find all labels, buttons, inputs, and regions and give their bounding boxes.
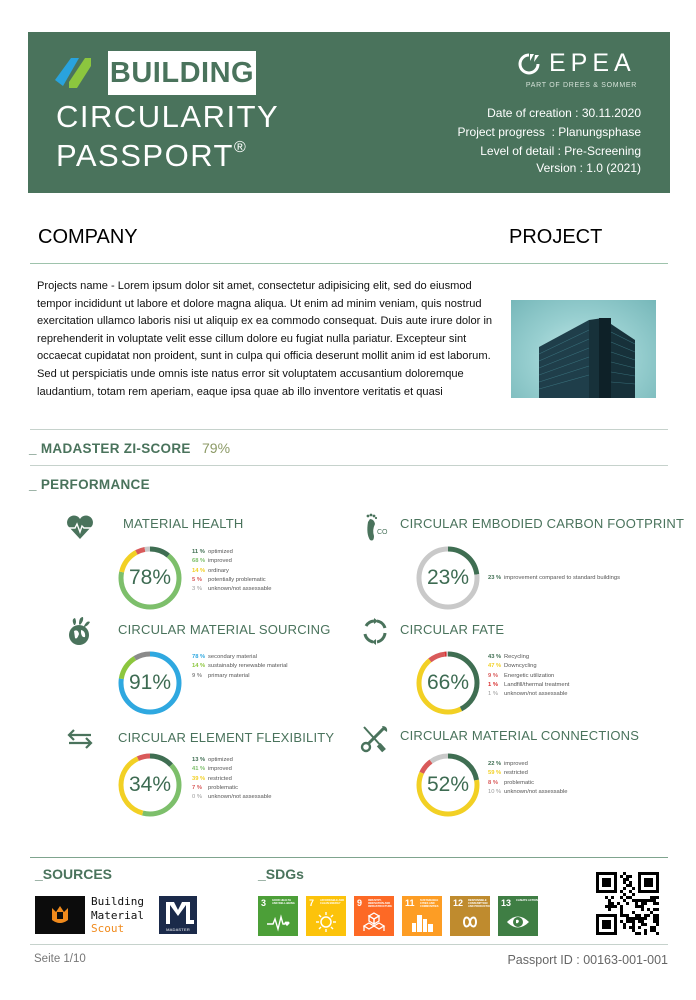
legend-label: sustainably renewable material bbox=[208, 663, 288, 670]
sdgs-heading: _SDGs bbox=[258, 866, 304, 882]
metric-title: CIRCULAR MATERIAL CONNECTIONS bbox=[400, 728, 640, 743]
metric-value: 66% bbox=[426, 671, 470, 694]
legend-percent: 59 % bbox=[488, 770, 502, 777]
bms-line-1: Building bbox=[91, 895, 144, 908]
sdg-label: AFFORDABLE AND CLEAN ENERGY bbox=[320, 899, 345, 905]
building-material-scout-logo bbox=[35, 896, 85, 934]
meta-date: Date of creation : 30.11.2020 bbox=[487, 106, 641, 120]
legend-item bbox=[192, 672, 288, 681]
meta-detail: Level of detail : Pre-Screening bbox=[480, 144, 641, 158]
project-photo bbox=[511, 300, 656, 398]
metric-legend bbox=[192, 548, 272, 594]
building-illustration bbox=[511, 300, 656, 398]
building-logo-word: BUILDING bbox=[109, 57, 255, 89]
sun-icon bbox=[314, 911, 338, 933]
legend-item bbox=[488, 769, 568, 778]
legend-percent: 43 % bbox=[488, 654, 502, 660]
metric-legend bbox=[488, 760, 568, 797]
madaster-zi-score-heading: _ MADASTER ZI-SCORE bbox=[29, 441, 191, 456]
madaster-zi-score-value: 79% bbox=[202, 440, 231, 456]
metric-legend bbox=[192, 756, 272, 802]
legend-percent: 7 % bbox=[192, 784, 202, 791]
legend-item bbox=[488, 760, 568, 769]
metric-legend bbox=[488, 574, 620, 583]
legend-percent: 47 % bbox=[488, 663, 502, 670]
legend-item bbox=[192, 567, 272, 576]
divider bbox=[30, 944, 668, 945]
legend-percent: 5 % bbox=[192, 576, 202, 583]
legend-percent: 22 % bbox=[488, 761, 502, 767]
sdg-tile-3 bbox=[258, 896, 298, 936]
company-heading: COMPANY bbox=[38, 226, 138, 248]
title-line-2 bbox=[56, 138, 247, 174]
legend-percent: 14 % bbox=[192, 663, 206, 670]
footprint-co2-icon bbox=[360, 512, 390, 542]
sdg-label: CLIMATE ACTION bbox=[516, 899, 538, 902]
sdg-number: 7 bbox=[309, 898, 315, 908]
building-logo-icon bbox=[55, 52, 101, 94]
project-description: Projects name - Lorem ipsum dolor sit amet, consectetur adipisicing elit, sed do eiusmod tempor incididunt ut labore et dolore magna aliqua. Ut enim ad minim veniam, quis nostrud exercitation ullamco laboris nisi ut aliquip ex ea commodo consequat. Duis aute irure dolor in reprehenderit in voluptate velit esse cillum dolore eu fugiat nulla pariatur. Excepteur sint occaecat cupidatat non proident, sunt in culpa qui officia deserunt mollit anim id est laborum. Sed ut perspiciatis unde omnis iste natus error sit voluptatem accusantium doloremque laudantium, totam rem aperiam, eaque ipsa quae ab illo inventore veritatis et quasi bbox=[37, 280, 493, 398]
sdg-number: 11 bbox=[405, 898, 415, 908]
legend-label: unknown/not assessable bbox=[208, 586, 272, 593]
sdg-label: GOOD HEALTH AND WELL-BEING bbox=[272, 899, 295, 905]
sdg-tile-7 bbox=[306, 896, 346, 936]
sdg-number: 3 bbox=[261, 898, 267, 908]
metric-title: CIRCULAR FATE bbox=[400, 622, 505, 637]
legend-percent: 3 % bbox=[192, 586, 202, 593]
sdg-number: 9 bbox=[357, 898, 363, 908]
legend-item bbox=[192, 653, 288, 662]
building-material-scout-wordmark bbox=[91, 895, 144, 936]
legend-label: improved bbox=[504, 761, 528, 767]
title-line-1: CIRCULARITY bbox=[56, 99, 280, 134]
legend-item bbox=[488, 681, 569, 690]
metric-title: CIRCULAR ELEMENT FLEXIBILITY bbox=[118, 730, 335, 745]
legend-label: optimized bbox=[208, 757, 233, 763]
page-number: Seite 1/10 bbox=[34, 953, 86, 965]
bms-line-2: Material bbox=[91, 908, 144, 922]
legend-percent: 1 % bbox=[488, 691, 498, 698]
legend-label: ordinary bbox=[208, 567, 229, 574]
eye-globe-icon bbox=[506, 911, 530, 933]
passport-meta bbox=[458, 104, 641, 178]
metric-legend bbox=[488, 653, 569, 699]
legend-label: improved bbox=[208, 766, 232, 773]
legend-item bbox=[192, 585, 272, 594]
legend-label: improved bbox=[208, 558, 232, 565]
metric-donut-chart bbox=[117, 752, 183, 818]
legend-label: unknown/not assessable bbox=[504, 788, 568, 795]
metric-title: MATERIAL HEALTH bbox=[123, 516, 244, 531]
legend-label: unknown/not assessable bbox=[208, 794, 272, 801]
legend-label: Recycling bbox=[504, 654, 530, 660]
metric-title: CIRCULAR MATERIAL SOURCING bbox=[118, 622, 331, 637]
legend-label: improvement compared to standard buildings bbox=[504, 575, 621, 581]
madaster-label: MADASTER bbox=[166, 927, 190, 932]
legend-label: secondary material bbox=[208, 654, 257, 660]
legend-percent: 9 % bbox=[488, 672, 498, 679]
recycle-arrows-icon bbox=[360, 616, 390, 646]
title-line-2-text: PASSPORT bbox=[56, 138, 234, 173]
header-banner bbox=[28, 32, 670, 193]
heartbeat-icon bbox=[266, 911, 290, 933]
legend-item bbox=[488, 690, 569, 699]
scout-crown-icon bbox=[35, 896, 85, 934]
legend-percent: 13 % bbox=[192, 757, 206, 763]
heart-pulse-icon bbox=[65, 512, 95, 542]
metric-value: 78% bbox=[128, 566, 172, 589]
legend-label: Energetic utilization bbox=[504, 672, 555, 679]
legend-item bbox=[488, 574, 620, 583]
globe-leaves-icon bbox=[65, 616, 95, 646]
metric-donut-chart bbox=[415, 545, 481, 611]
metric-legend bbox=[192, 653, 288, 681]
metric-donut-chart bbox=[415, 650, 481, 716]
project-heading: PROJECT bbox=[509, 226, 603, 248]
legend-item bbox=[192, 662, 288, 671]
epea-wordmark: EPEA bbox=[549, 49, 636, 77]
svg-text:CO: CO bbox=[377, 529, 388, 536]
sdg-number: 12 bbox=[453, 898, 464, 908]
legend-percent: 9 % bbox=[192, 672, 202, 679]
divider bbox=[30, 465, 668, 466]
legend-label: problematic bbox=[504, 779, 534, 786]
divider bbox=[30, 429, 668, 430]
legend-label: optimized bbox=[208, 549, 233, 555]
metric-donut-chart bbox=[117, 650, 183, 716]
legend-label: restricted bbox=[208, 775, 232, 782]
legend-item bbox=[192, 793, 272, 802]
legend-percent: 8 % bbox=[488, 779, 498, 786]
madaster-logo bbox=[159, 896, 197, 934]
legend-percent: 14 % bbox=[192, 567, 206, 574]
city-icon bbox=[410, 911, 434, 933]
qr-code[interactable] bbox=[596, 872, 659, 935]
legend-item bbox=[192, 784, 272, 793]
bms-line-3: Scout bbox=[91, 922, 125, 935]
meta-progress: Project progress : Planungsphase bbox=[457, 125, 641, 139]
sources-heading: _SOURCES bbox=[35, 866, 113, 882]
legend-percent: 1 % bbox=[488, 681, 498, 688]
sdg-number: 13 bbox=[501, 898, 512, 908]
metric-value: 23% bbox=[426, 566, 470, 589]
epea-logo bbox=[517, 49, 637, 92]
legend-label: problematic bbox=[208, 784, 238, 791]
passport-id: Passport ID : 00163-001-001 bbox=[507, 953, 668, 967]
metric-value: 34% bbox=[128, 773, 172, 796]
metric-title: CIRCULAR EMBODIED CARBON FOOTPRINT bbox=[400, 516, 685, 531]
legend-label: potentially problematic bbox=[208, 576, 266, 583]
legend-percent: 41 % bbox=[192, 766, 206, 773]
legend-percent: 78 % bbox=[192, 654, 206, 660]
performance-heading: _ PERFORMANCE bbox=[29, 477, 150, 492]
legend-percent: 68 % bbox=[192, 558, 206, 565]
legend-item bbox=[192, 557, 272, 566]
legend-percent: 23 % bbox=[488, 575, 502, 581]
sdg-tile-13 bbox=[498, 896, 538, 936]
epea-swirl-icon bbox=[517, 52, 541, 76]
sdg-label: RESPONSIBLE CONSUMPTION AND PRODUCTION bbox=[468, 899, 492, 908]
legend-percent: 10 % bbox=[488, 788, 502, 795]
metric-value: 52% bbox=[426, 773, 470, 796]
legend-item bbox=[488, 788, 568, 797]
epea-subtitle: PART OF DREES & SOMMER bbox=[525, 82, 637, 89]
legend-label: Landfill/thermal treatment bbox=[504, 681, 570, 688]
meta-version: Version : 1.0 (2021) bbox=[536, 161, 641, 175]
divider bbox=[30, 263, 668, 264]
sdg-label: SUSTAINABLE CITIES AND COMMUNITIES bbox=[420, 899, 439, 908]
sdg-label: INDUSTRY, INNOVATION AND INFRASTRUCTURE bbox=[368, 899, 392, 908]
legend-item bbox=[488, 653, 569, 662]
legend-label: unknown/not assessable bbox=[504, 691, 568, 698]
legend-item bbox=[192, 765, 272, 774]
legend-percent: 11 % bbox=[192, 549, 205, 555]
metric-value: 91% bbox=[128, 671, 172, 694]
legend-item bbox=[488, 779, 568, 788]
divider bbox=[30, 857, 668, 858]
legend-item bbox=[488, 662, 569, 671]
metric-donut-chart bbox=[117, 545, 183, 611]
metric-donut-chart bbox=[415, 752, 481, 818]
madaster-m-icon bbox=[159, 896, 197, 928]
sdg-tile-11 bbox=[402, 896, 442, 936]
wrench-screwdriver-icon bbox=[360, 724, 390, 754]
swap-arrows-icon bbox=[65, 724, 95, 754]
legend-label: restricted bbox=[504, 770, 528, 777]
cubes-icon bbox=[362, 911, 386, 933]
legend-item bbox=[192, 576, 272, 585]
building-logo-box bbox=[108, 51, 256, 95]
legend-percent: 0 % bbox=[192, 794, 202, 801]
sdg-tile-12 bbox=[450, 896, 490, 936]
infinity-icon bbox=[458, 911, 482, 933]
sdg-tile-9 bbox=[354, 896, 394, 936]
registered-mark: ® bbox=[233, 139, 248, 156]
legend-item bbox=[192, 775, 272, 784]
legend-label: Downcycling bbox=[504, 663, 537, 670]
legend-item bbox=[192, 756, 272, 765]
legend-item bbox=[192, 548, 272, 557]
legend-label: primary material bbox=[208, 672, 250, 679]
legend-item bbox=[488, 672, 569, 681]
legend-percent: 39 % bbox=[192, 775, 206, 782]
